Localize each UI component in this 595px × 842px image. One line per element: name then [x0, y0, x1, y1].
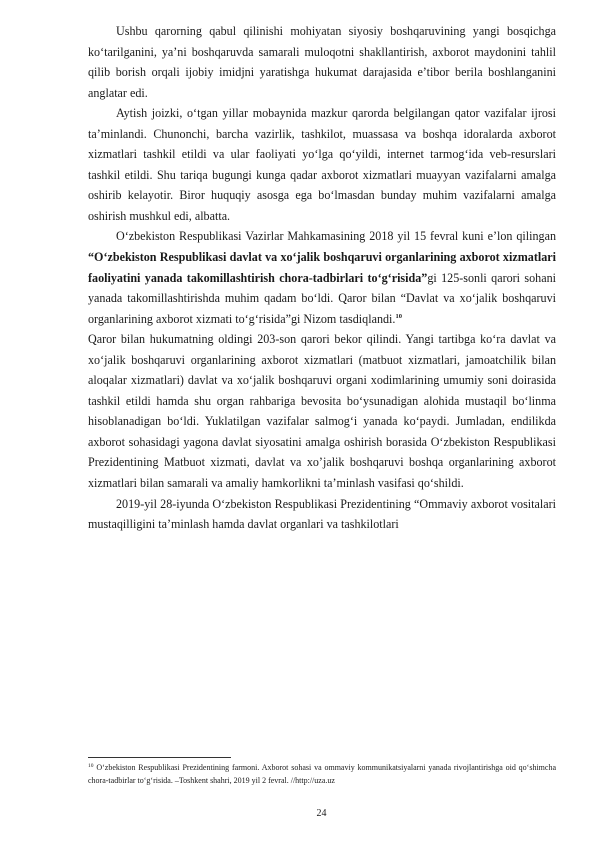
page-number: 24 — [316, 808, 327, 819]
paragraph-4: Qaror bilan hukumatning oldingi 203-son qarori bekor qilindi. Yangi tartibga ko‘ra davlat va xo‘jalik boshqaruvi organlarining axborot xizmatlari (matbuot xizmatlari, jamoatchilik bilan aloqalar xizmatlari) davlat va xo‘jalik boshqaruvi organi xodimlarining umumiy soni doirasida tashkil etildi hamda shu organ rahbariga bevosita bo‘ysunadigan alohida mustaqil bo‘linma hisoblanadigan bo‘ldi. Yuklatilgan vazifalar salmog‘i yanada ko‘paydi. Jumladan, endilikda axborot sohasidagi yagona davlat siyosatini amalga oshirish borasida O‘zbekiston Respublikasi Prezidentining Matbuot xizmati, davlat va xo’jalik boshqaruvi boshqa organlarining axborot xizmatlari bilan samarali va amaliy hamkorlikni ta’minlash vasifasi qo‘shildi. — [88, 332, 556, 491]
footnote-text: O‘zbekiston Respublikasi Prezidentining farmoni. Axborot sohasi va ommaviy kommunikatsiyalarni yanada rivojlantirishga oid qo‘shimcha chora-tadbirlar to‘g‘risida. –Toshkent shahri, 2019 yil 2 fevral. //http://uza.uz — [88, 763, 557, 785]
paragraph-2: Aytish joizki, o‘tgan yillar mobaynida mazkur qarorda belgilangan qator vazifalar ijrosi ta’minlandi. Chunonchi, barcha vazirlik, tashkilot, muassasa va boshqa idoralarda axborot xizmatlari tashkil etildi va ular faoliyati yo‘lga qo‘yildi, internet tarmog‘ida veb-resurslari tashkil etildi. Shu tariqa bugungi kunga qadar axborot xizmatlari muayyan vazifalarni amalga oshirib kelayotir. Biror huquqiy asosga ega bo‘lmasdan bunday muhim vazifalarni amalga oshirish mushkul edi, albatta. — [88, 106, 556, 223]
footnote-divider — [88, 757, 231, 758]
footnote-reference[interactable]: 10 — [395, 312, 402, 320]
paragraph-3 — [88, 226, 556, 329]
decree-title: “O‘zbekiston Respublikasi davlat va xo‘jalik boshqaruvi organlarining axborot xizmatlari faoliyatini yanada takomillashtirish chora-tadbirlari to‘g‘risida” — [88, 250, 556, 285]
footnote — [88, 761, 556, 787]
paragraph-3-rest: gi 125-sonli qarori sohani yanada takomillashtirishda muhim qadam bo‘ldi. Qaror bilan “Davlat va xo‘jalik boshqaruvi organlarining axborot xizmati to‘g‘risida”gi Nizom tasdiqlandi. — [88, 270, 556, 326]
footnote-marker: 10 — [88, 763, 94, 769]
paragraph-3-intro: O‘zbekiston Respublikasi Vazirlar Mahkamasining 2018 yil 15 fevral kuni e’lon qilingan — [116, 229, 556, 244]
paragraph-1: Ushbu qarorning qabul qilinishi mohiyatan siyosiy boshqaruvining yangi bosqichga ko‘tarilganini, ya’ni boshqaruvda samarali muloqotni shakllantirish, axborot maydonini tahlil qilib borish orqali ijobiy imidjni yaratishga hukumat darajasida e’tibor berila boshlanganini anglatar edi. — [88, 24, 556, 100]
paragraph-5: 2019-yil 28-iyunda O‘zbekiston Respublikasi Prezidentining “Ommaviy axborot vositalari mustaqilligini ta’minlash hamda davlat organlari va tashkilotlari — [88, 496, 556, 532]
body-text — [88, 21, 556, 535]
